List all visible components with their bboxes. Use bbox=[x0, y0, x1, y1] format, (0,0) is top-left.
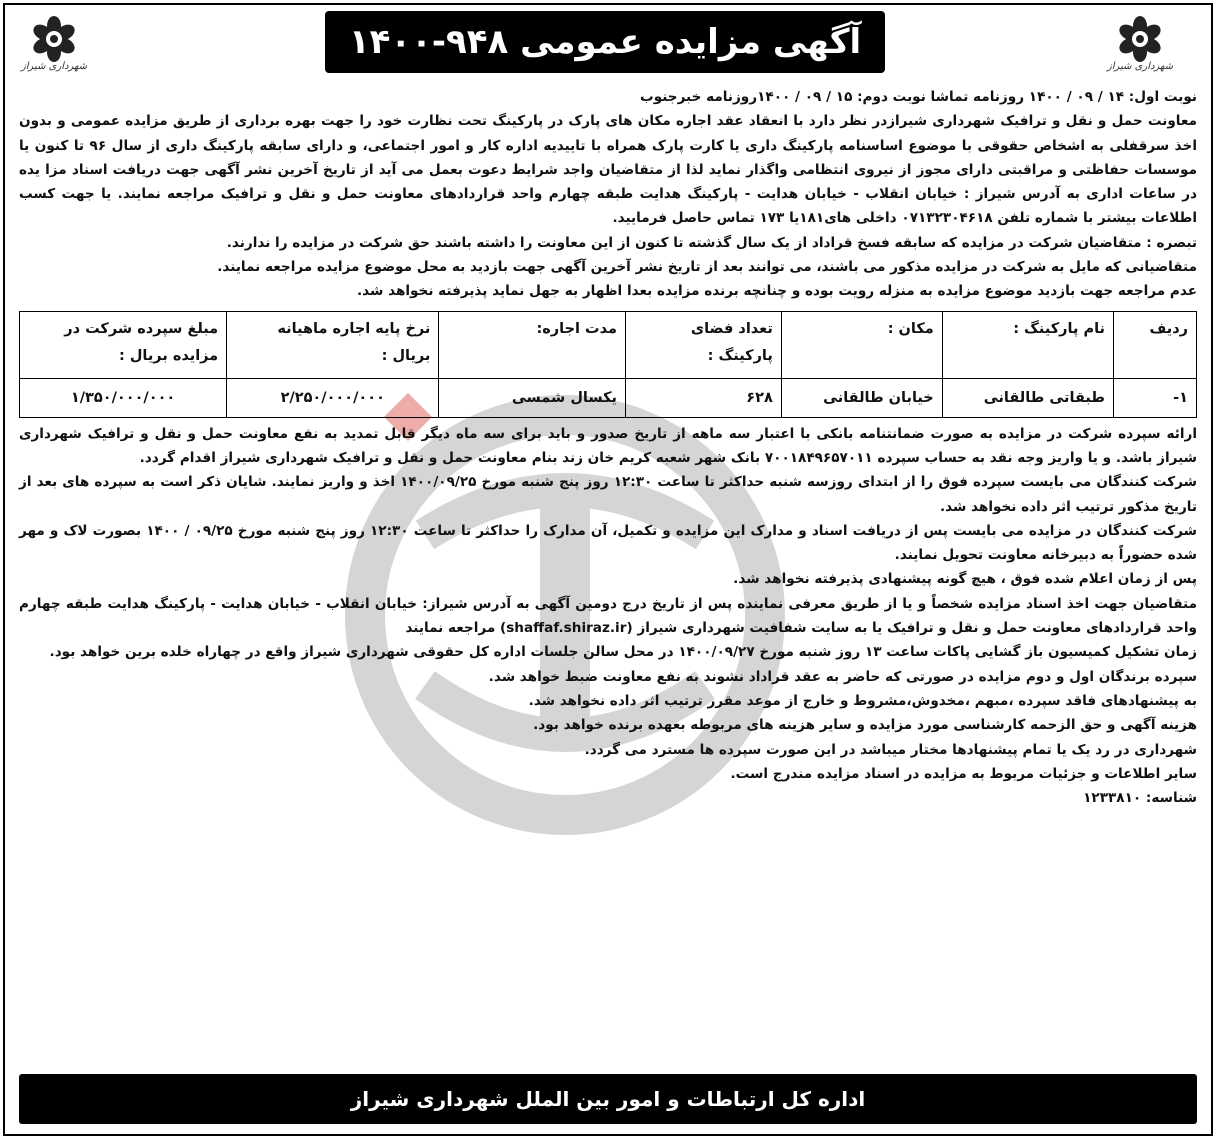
logo-left bbox=[19, 15, 89, 81]
th-duration: مدت اجاره: bbox=[439, 311, 626, 378]
th-base-rate: نرخ پایه اجاره ماهیانه بریال : bbox=[227, 311, 439, 378]
th-deposit: مبلغ سپرده شرکت در مزایده بریال : bbox=[20, 311, 227, 378]
table-row bbox=[20, 378, 1197, 417]
cell-capacity: ۶۲۸ bbox=[625, 378, 781, 417]
cell-parking-name: طبقاتی طالقانی bbox=[942, 378, 1113, 417]
th-capacity: تعداد فضای پارکینگ : bbox=[625, 311, 781, 378]
forfeit-paragraph: سپرده برندگان اول و دوم مزایده در صورتی که حاضر به عقد قراداد نشوند به نفع معاونت ضبط خواهد شد. bbox=[488, 668, 1197, 685]
documents-text-end: ) مراجعه نمایند bbox=[405, 620, 507, 637]
auction-table bbox=[19, 311, 1197, 418]
th-parking-name: نام پارکینگ : bbox=[942, 311, 1113, 378]
header bbox=[5, 5, 1211, 85]
footer-text: اداره کل ارتباطات و امور بین الملل شهرداری شیراز bbox=[350, 1087, 866, 1111]
cell-deposit: ۱/۳۵۰/۰۰۰/۰۰۰ bbox=[20, 378, 227, 417]
documents-text-start: متقاضیان جهت اخذ اسناد مزایده شخصاً و یا از طریق معرفی نماینده پس از تاریخ درج دومین آگهی به آدرس شیراز: خیابان انقلاب - خیابان هدایت - پارکینگ هدایت طبقه چهارم واحد قراردادهای معاونت حمل و نقل و ترافیک یا به سایت شفافیت شهرداری شیراز ( bbox=[19, 595, 1197, 637]
commission-paragraph: زمان تشکیل کمیسیون باز گشایی پاکات ساعت ۱۳ روز شنبه مورخ ۱۴۰۰/۰۹/۲۷ در محل سالن جلسات اداره کل حقوقی شهرداری شیراز واقع در چهاراه خلده برین خواهد بود. bbox=[49, 644, 1197, 661]
invalid-bids-paragraph: به پیشنهادهای فاقد سپرده ،مبهم ،مخدوش،مشروط و خارج از موعد مقرر ترتیب اثر داده نخواهد شد. bbox=[528, 692, 1197, 709]
table-header-row bbox=[20, 311, 1197, 378]
th-location: مکان : bbox=[781, 311, 942, 378]
logo-caption: شهرداری شیراز bbox=[1106, 61, 1174, 72]
intro-paragraph: معاونت حمل و نقل و ترافیک شهرداری شیرازدر نظر دارد با انعقاد عقد اجاره مکان های پارک در پارکینگ تحت نظارت خود را جهت بهره برداری از طریق مزایده عمومی و بدون اخذ سرقفلی به اشخاص حقوقی با موضوع اساسنامه پارکینگ داری یا کارت پارک همراه با تاییدیه اداره کار و امور اجتماعی، و دارای سابقه پارکینگ داری از سال ۹۶ تا کنون یا موسسات حفاظتی و مراقبتی دارای مجوز از نیروی انتظامی واگذار نماید لذا از متقاضیان واجد شرایط دعوت بعمل می آید از تاریخ آخرین نشر آگهی جهت دریافت اسناد مزا یده در ساعات اداری به آدرس شیراز : خیابان انقلاب - خیابان هدایت - پارکینگ هدایت طبقه چهارم واحد قراردادهای معاونت حمل و نقل و ترافیک مراجعه نمایند. یا جهت کسب اطلاعات بیشتر با شماره تلفن ۰۷۱۳۲۳۰۴۶۱۸ داخلی های۱۸۱یا ۱۷۳ تماس حاصل فرمایید. bbox=[19, 113, 1197, 227]
footer-banner bbox=[19, 1074, 1197, 1124]
cell-location: خیابان طالقانی bbox=[781, 378, 942, 417]
late-bids-paragraph: پس از زمان اعلام شده فوق ، هیچ گونه پیشنهادی پذیرفته نخواهد شد. bbox=[733, 571, 1197, 588]
note-contract-termination: تبصره : متقاضیان شرکت در مزایده که سابقه فسخ قراداد از یک سال گذشته تا کنون از این معاونت را داشته باشند حق شرکت در مزایده را ندارند. bbox=[226, 234, 1197, 251]
note-visit-obligation: عدم مراجعه جهت بازدید موضوع مزایده به منزله رویت بوده و چنانچه برنده مزایده بعدا اظهار به جهل نماید پذیرفته نخواهد شد. bbox=[356, 283, 1197, 300]
notice-title bbox=[325, 11, 885, 73]
rejection-paragraph: شهرداری در رد یک یا تمام پیشنهادها مختار میباشد در این صورت سپرده ها مسترد می گردد. bbox=[584, 741, 1197, 758]
cell-duration: یکسال شمسی bbox=[439, 378, 626, 417]
publication-editions: نوبت اول: ۱۴ / ۰۹ / ۱۴۰۰ روزنامه تماشا نوبت دوم: ۱۵ / ۰۹ / ۱۴۰۰روزنامه خبرجنوب bbox=[640, 89, 1197, 105]
cell-row: ۱- bbox=[1113, 378, 1196, 417]
submission-paragraph: شرکت کنندگان در مزایده می بایست پس از دریافت اسناد و مدارک این مزایده و تکمیل، آن مدارک را حداکثر تا ساعت ۱۲:۳۰ روز پنج شنبه مورخ ۰۹/۲۵ / ۱۴۰۰ بصورت لاک و مهر شده حضوراً به دبیرخانه معاونت تحویل نمایند. bbox=[19, 522, 1197, 564]
deposit-paragraph: ارائه سپرده شرکت در مزایده به صورت ضمانتنامه بانکی با اعتبار سه ماهه از تاریخ صدور و باید برای سه ماه دیگر قابل تمدید به نفع معاونت حمل و نقل و ترافیک شهرداری شیراز باشد. و یا واریز وجه نقد به حساب سپرده ۷۰۰۱۸۴۹۶۵۷۰۱۱ بانک شهر شعبه کریم خان زند بنام معاونت حمل و نقل و ترافیک شهرداری شیراز اقدام گردد. bbox=[19, 425, 1197, 466]
costs-paragraph: هزینه آگهی و حق الزحمه کارشناسی مورد مزایده و سایر هزینه های مربوطه بعهده برنده خواهد بود. bbox=[533, 717, 1197, 734]
th-row: ردیف bbox=[1113, 311, 1196, 378]
auction-notice bbox=[3, 3, 1213, 1136]
flower-logo-icon bbox=[1112, 15, 1168, 63]
notice-body bbox=[5, 85, 1211, 810]
logo-caption: شهرداری شیراز bbox=[20, 61, 88, 72]
flower-logo-icon bbox=[26, 15, 82, 63]
note-site-visit: متقاضیانی که مایل به شرکت در مزایده مذکور می باشند، می توانند بعد از تاریخ نشر آخرین آگهی جهت بازدید به محل موضوع مزایده مراجعه نمایند. bbox=[217, 259, 1197, 276]
website-link[interactable]: shaffaf.shiraz.ir bbox=[506, 620, 627, 637]
more-info-paragraph: سایر اطلاعات و جزئیات مربوط به مزایده در اسناد مزایده مندرج است. bbox=[730, 765, 1197, 782]
deposit-deadline-paragraph: شرکت کنندگان می بایست سپرده فوق را از ابتدای روزسه شنبه حداکثر تا ساعت ۱۲:۳۰ روز پنج شنبه مورخ ۱۴۰۰/۰۹/۲۵ اخذ و واریز نمایند. شایان ذکر است به سپرده های بعد از تاریخ مذکور ترتیب اثر داده نخواهد شد. bbox=[19, 474, 1197, 515]
notice-title-text: آگهی مزایده عمومی ۹۴۸-۱۴۰۰ bbox=[348, 22, 862, 62]
documents-paragraph bbox=[19, 592, 1197, 641]
cell-base-rate: ۲/۲۵۰/۰۰۰/۰۰۰ bbox=[227, 378, 439, 417]
notice-id: شناسه: ۱۲۳۳۸۱۰ bbox=[1083, 790, 1197, 807]
logo-right bbox=[1105, 15, 1175, 81]
